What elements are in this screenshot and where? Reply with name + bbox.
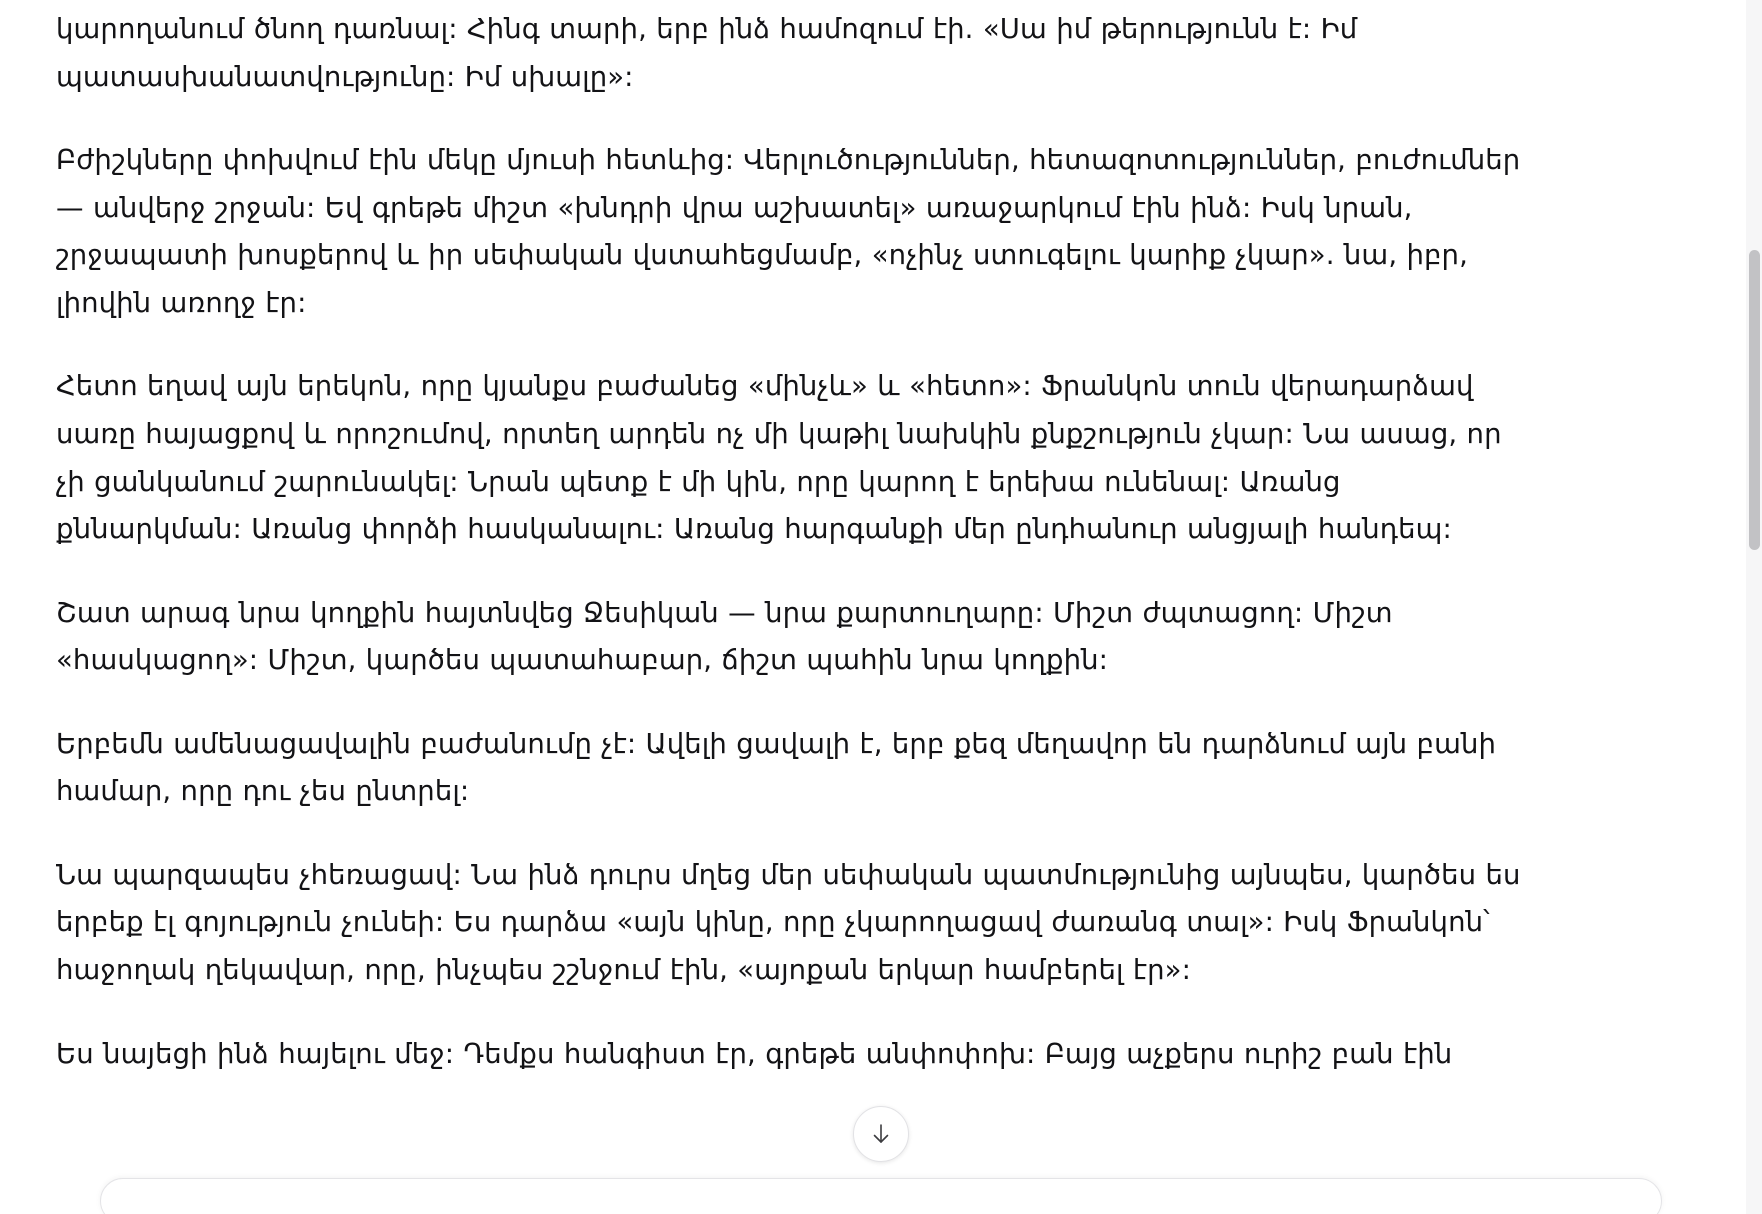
bottom-toolbar[interactable] [100, 1178, 1662, 1214]
paragraph: Երբեմն ամենացավալին բաժանումը չէ: Ավելի ցավալի է, երբ քեզ մեղավոր են դարձնում այն բանի համար, որը դու չես ընտրել: [56, 727, 1497, 808]
paragraph: Շատ արագ նրա կողքին հայտնվեց Ջեսիկան — նրա քարտուղարը: Միշտ ժպտացող: Միշտ «հասկացող»: Միշտ, կարծես պատահաբար, ճիշտ պահին նրա կողքին: [56, 596, 1393, 677]
left-gutter [0, 0, 12, 1214]
scroll-down-button[interactable] [853, 1106, 909, 1162]
paragraph: Հետո եղավ այն երեկոն, որը կյանքս բաժանեց «մինչև» և «հետո»: Ֆրանկոն տուն վերադարձավ սառը հայացքով և որոշումով, որտեղ արդեն ոչ մի կաթիլ նախկին քնքշություն չկար: Նա ասաց, որ չի ցանկանում շարունակել: Նրան պետք է մի կին, որը կարող է երեխա ունենալ: Առանց քննարկման: Առանց փորձի հասկանալու: Առանց հարգանքի մեր ընդհանուր անցյալի հանդեպ: [56, 370, 1502, 546]
paragraph: Նա պարզապես չհեռացավ: Նա ինձ դուրս մղեց մեր սեփական պատմությունից այնպես, կարծես ես երբեք էլ գոյություն չունեի: Ես դարձա «այն կինը, որը չկարողացավ ժառանգ տալ»: Իսկ Ֆրանկոն՝ հաջողակ ղեկավար, որը, ինչպես շշնջում էին, «այոքան երկար համբերել էր»: [56, 858, 1521, 986]
paragraph: Ես նայեցի ինձ հայելու մեջ: Դեմքս հանգիստ էր, գրեթե անփոփոխ: Բայց աչքերս ուրիշ բան էին [56, 1037, 1453, 1070]
paragraph: Բժիշկները փոխվում էին մեկը մյուսի հետևից: Վերլուծություններ, հետազոտություններ, բուժումներ — անվերջ շրջան: Եվ գրեթե միշտ «խնդրի վրա աշխատել» առաջարկում էին ինձ: Իսկ նրան, շրջապատի խոսքերով և իր սեփական վստահեցմամբ, «ոչինչ ստուգելու կարիք չկար». նա, իբր, լիովին առողջ էր: [56, 144, 1521, 319]
arrow-down-icon [868, 1121, 894, 1147]
scrollbar-thumb[interactable] [1749, 250, 1760, 550]
article-body [56, 0, 1526, 1114]
paragraph: կարողանում ծնող դառնալ: Հինգ տարի, երբ ինձ համոզում էի. «Սա իմ թերությունն է: Իմ պատասխանատվությունը: Իմ սխալը»: [56, 13, 1358, 93]
scrollbar-track[interactable] [1746, 0, 1762, 1214]
